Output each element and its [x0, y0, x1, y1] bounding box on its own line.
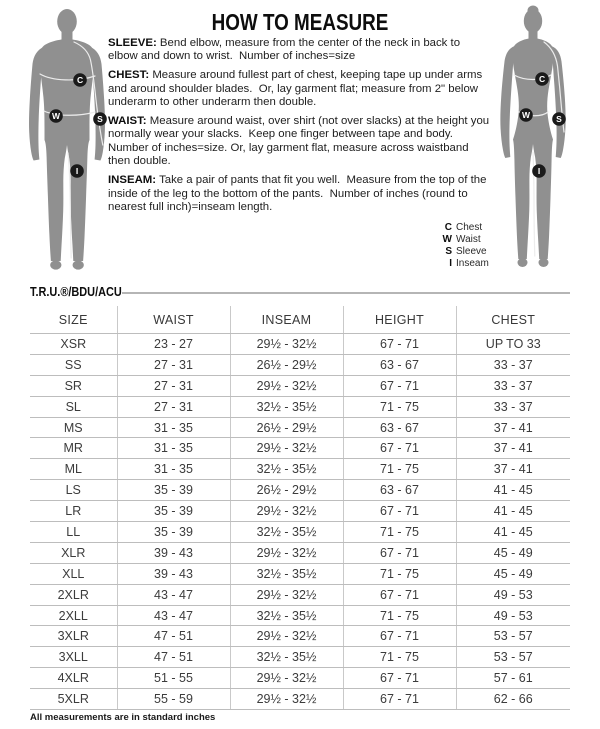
waist-marker-letter: W	[521, 110, 531, 120]
size-table-title-rule	[122, 292, 570, 294]
legend-key: S	[445, 245, 452, 257]
range-cell: 37 - 41	[456, 459, 570, 480]
measuring-instructions	[108, 37, 492, 220]
size-table-row	[30, 354, 570, 375]
range-cell: 71 - 75	[343, 396, 456, 417]
col-header-chest: CHEST	[456, 306, 570, 334]
range-cell: 71 - 75	[343, 522, 456, 543]
range-cell: 49 - 53	[456, 584, 570, 605]
male-body-shape	[29, 9, 105, 270]
legend-key: I	[449, 257, 452, 269]
inseam-instruction	[108, 174, 492, 214]
table-footnote: All measurements are in standard inches	[30, 712, 216, 723]
range-cell: 57 - 61	[456, 668, 570, 689]
range-cell: 32½ - 35½	[230, 647, 343, 668]
chest-marker-letter: C	[538, 74, 546, 84]
legend-label: Sleeve	[456, 245, 487, 257]
size-cell: MR	[30, 438, 117, 459]
size-table-row	[30, 689, 570, 710]
range-cell: 26½ - 29½	[230, 480, 343, 501]
range-cell: 37 - 41	[456, 438, 570, 459]
legend-label: Inseam	[456, 257, 489, 269]
range-cell: 63 - 67	[343, 354, 456, 375]
size-table-row	[30, 501, 570, 522]
size-table-body	[30, 334, 570, 710]
inseam-label: INSEAM:	[108, 174, 157, 187]
range-cell: 49 - 53	[456, 605, 570, 626]
range-cell: 32½ - 35½	[230, 459, 343, 480]
size-cell: 2XLR	[30, 584, 117, 605]
size-cell: ML	[30, 459, 117, 480]
range-cell: 33 - 37	[456, 354, 570, 375]
female-figure-silhouette	[483, 2, 583, 270]
legend-item-sleeve	[436, 246, 489, 258]
range-cell: 55 - 59	[117, 689, 230, 710]
chest-marker-letter: C	[76, 75, 84, 85]
male-waist-marker	[49, 109, 63, 123]
range-cell: 29½ - 32½	[230, 501, 343, 522]
range-cell: 63 - 67	[343, 417, 456, 438]
range-cell: 29½ - 32½	[230, 375, 343, 396]
range-cell: 39 - 43	[117, 542, 230, 563]
range-cell: 67 - 71	[343, 689, 456, 710]
size-table-row	[30, 542, 570, 563]
page-title: HOW TO MEASURE	[211, 9, 389, 35]
size-cell: SR	[30, 375, 117, 396]
range-cell: 43 - 47	[117, 605, 230, 626]
size-cell: LS	[30, 480, 117, 501]
sleeve-marker-letter: S	[556, 114, 562, 124]
chest-instruction	[108, 69, 492, 109]
range-cell: 29½ - 32½	[230, 626, 343, 647]
range-cell: 67 - 71	[343, 375, 456, 396]
size-table-row	[30, 375, 570, 396]
range-cell: 45 - 49	[456, 542, 570, 563]
female-body-shape	[500, 6, 565, 268]
range-cell: 31 - 35	[117, 438, 230, 459]
range-cell: UP TO 33	[456, 334, 570, 355]
size-cell: XLR	[30, 542, 117, 563]
legend-item-chest	[436, 222, 489, 234]
size-cell: LR	[30, 501, 117, 522]
size-table-row	[30, 605, 570, 626]
range-cell: 32½ - 35½	[230, 396, 343, 417]
male-sleeve-marker	[93, 112, 107, 126]
size-table-row	[30, 626, 570, 647]
size-table-row	[30, 480, 570, 501]
size-cell: 3XLR	[30, 626, 117, 647]
sleeve-marker-letter: S	[97, 114, 103, 124]
size-table-row	[30, 438, 570, 459]
size-table-row	[30, 563, 570, 584]
range-cell: 32½ - 35½	[230, 563, 343, 584]
male-figure-silhouette	[17, 2, 117, 274]
legend-item-waist	[436, 234, 489, 246]
range-cell: 67 - 71	[343, 501, 456, 522]
range-cell: 32½ - 35½	[230, 605, 343, 626]
size-table-title: T.R.U.®/BDU/ACU	[30, 284, 122, 299]
range-cell: 23 - 27	[117, 334, 230, 355]
range-cell: 47 - 51	[117, 647, 230, 668]
range-cell: 27 - 31	[117, 396, 230, 417]
col-header-waist: WAIST	[117, 306, 230, 334]
female-chest-marker	[535, 72, 549, 86]
size-cell: XSR	[30, 334, 117, 355]
size-table-row	[30, 522, 570, 543]
size-table-row	[30, 647, 570, 668]
size-cell: 5XLR	[30, 689, 117, 710]
range-cell: 71 - 75	[343, 605, 456, 626]
range-cell: 41 - 45	[456, 501, 570, 522]
range-cell: 29½ - 32½	[230, 438, 343, 459]
inseam-marker-letter: I	[75, 166, 79, 176]
range-cell: 27 - 31	[117, 375, 230, 396]
chest-label: CHEST:	[108, 69, 150, 82]
range-cell: 67 - 71	[343, 542, 456, 563]
size-cell: SL	[30, 396, 117, 417]
size-table-row	[30, 668, 570, 689]
range-cell: 67 - 71	[343, 438, 456, 459]
range-cell: 35 - 39	[117, 480, 230, 501]
sleeve-instruction	[108, 37, 492, 64]
measure-legend	[436, 222, 489, 270]
sleeve-text: Bend elbow, measure from the center of the neck in back to elbow and down to wrist. Number of inches=size	[108, 37, 464, 63]
range-cell: 53 - 57	[456, 626, 570, 647]
male-chest-marker	[73, 73, 87, 87]
size-cell: MS	[30, 417, 117, 438]
range-cell: 31 - 35	[117, 417, 230, 438]
size-table-row	[30, 459, 570, 480]
range-cell: 45 - 49	[456, 563, 570, 584]
col-header-height: HEIGHT	[343, 306, 456, 334]
range-cell: 29½ - 32½	[230, 542, 343, 563]
range-cell: 41 - 45	[456, 480, 570, 501]
waist-instruction	[108, 115, 492, 169]
female-waist-marker	[519, 108, 533, 122]
range-cell: 53 - 57	[456, 647, 570, 668]
range-cell: 43 - 47	[117, 584, 230, 605]
range-cell: 26½ - 29½	[230, 417, 343, 438]
size-table-row	[30, 417, 570, 438]
size-table-row	[30, 584, 570, 605]
size-cell: LL	[30, 522, 117, 543]
range-cell: 51 - 55	[117, 668, 230, 689]
range-cell: 71 - 75	[343, 563, 456, 584]
col-header-inseam: INSEAM	[230, 306, 343, 334]
waist-label: WAIST:	[108, 115, 147, 128]
range-cell: 29½ - 32½	[230, 668, 343, 689]
range-cell: 35 - 39	[117, 522, 230, 543]
range-cell: 37 - 41	[456, 417, 570, 438]
range-cell: 67 - 71	[343, 668, 456, 689]
size-cell: 3XLL	[30, 647, 117, 668]
range-cell: 31 - 35	[117, 459, 230, 480]
range-cell: 29½ - 32½	[230, 334, 343, 355]
range-cell: 33 - 37	[456, 396, 570, 417]
sleeve-label: SLEEVE:	[108, 37, 157, 49]
range-cell: 47 - 51	[117, 626, 230, 647]
waist-text: Measure around waist, over shirt (not over slacks) at the height you normally wear your slacks. Keep one finger between tape and body. Number of inches=size. Or, lay garment flat, measure across waistband then double.	[108, 115, 493, 168]
inseam-marker-letter: I	[537, 166, 541, 176]
range-cell: 33 - 37	[456, 375, 570, 396]
female-inseam-marker	[532, 164, 546, 178]
range-cell: 71 - 75	[343, 459, 456, 480]
legend-item-inseam	[436, 258, 489, 270]
range-cell: 29½ - 32½	[230, 584, 343, 605]
male-inseam-marker	[70, 164, 84, 178]
range-cell: 27 - 31	[117, 354, 230, 375]
range-cell: 67 - 71	[343, 334, 456, 355]
legend-label: Waist	[456, 233, 481, 245]
range-cell: 26½ - 29½	[230, 354, 343, 375]
range-cell: 67 - 71	[343, 584, 456, 605]
size-table-header-row	[30, 306, 570, 334]
size-table	[30, 306, 570, 710]
size-table-row	[30, 334, 570, 355]
size-cell: 4XLR	[30, 668, 117, 689]
female-sleeve-marker	[552, 112, 566, 126]
range-cell: 29½ - 32½	[230, 689, 343, 710]
range-cell: 32½ - 35½	[230, 522, 343, 543]
range-cell: 67 - 71	[343, 626, 456, 647]
range-cell: 71 - 75	[343, 647, 456, 668]
legend-label: Chest	[456, 222, 483, 233]
legend-key: W	[442, 233, 452, 245]
legend-key: C	[444, 222, 452, 233]
size-table-row	[30, 396, 570, 417]
size-cell: XLL	[30, 563, 117, 584]
range-cell: 41 - 45	[456, 522, 570, 543]
range-cell: 63 - 67	[343, 480, 456, 501]
size-cell: 2XLL	[30, 605, 117, 626]
col-header-size: SIZE	[30, 306, 117, 334]
chest-text: Measure around fullest part of chest, keeping tape up under arms and around shoulder blades. Or, lay garment flat; measure from 2" below underarm to other underarm then double.	[108, 69, 486, 109]
range-cell: 62 - 66	[456, 689, 570, 710]
waist-marker-letter: W	[51, 111, 61, 121]
range-cell: 35 - 39	[117, 501, 230, 522]
size-cell: SS	[30, 354, 117, 375]
inseam-text: Take a pair of pants that fit you well. Measure from the top of the inside of the leg to the bottom of the pants. Number of inches (round to nearest full inch)=inseam length.	[108, 174, 490, 213]
range-cell: 39 - 43	[117, 563, 230, 584]
